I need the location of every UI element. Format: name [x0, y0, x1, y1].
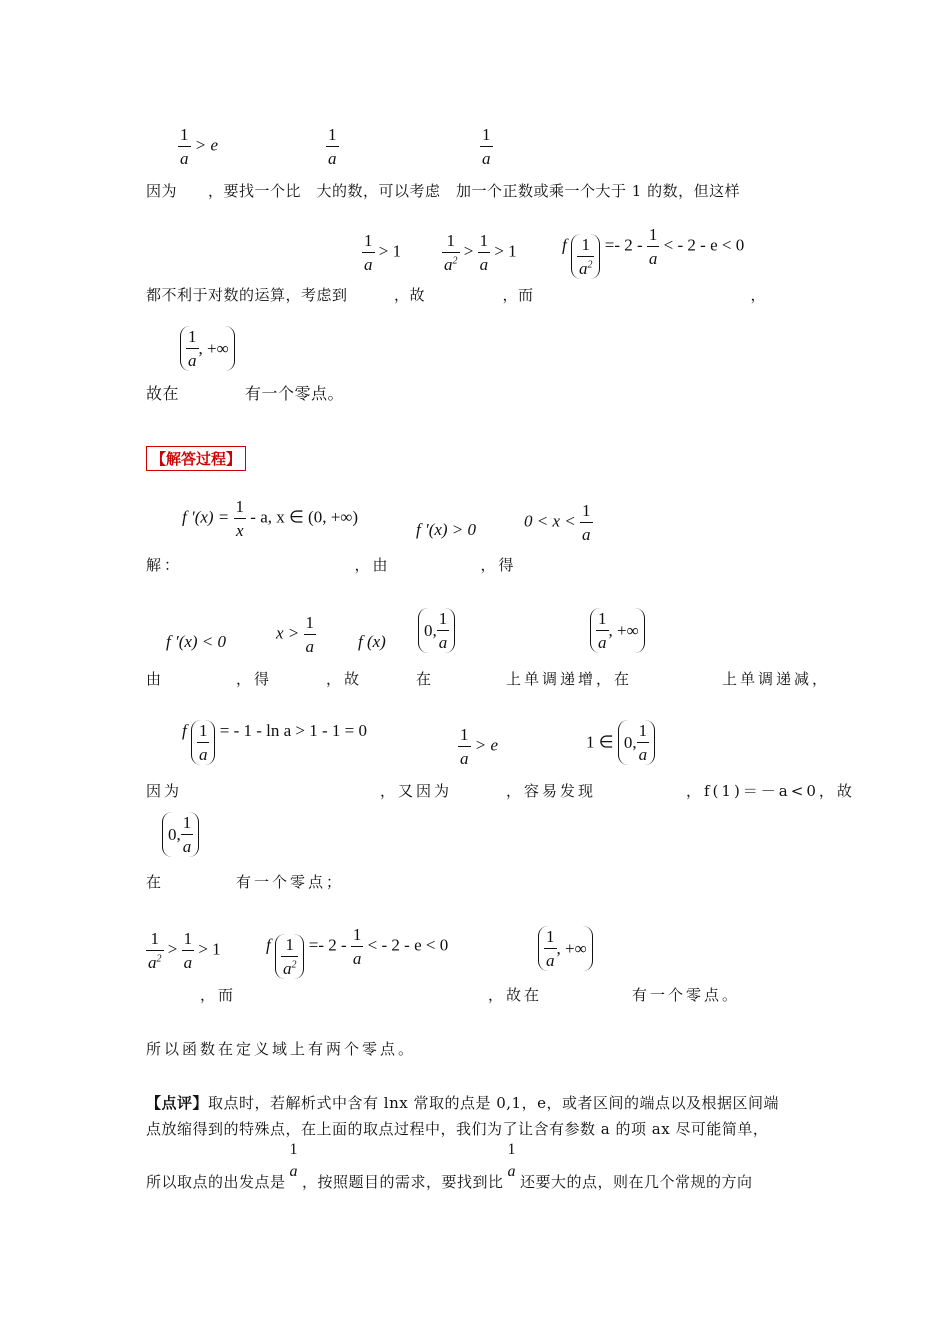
comment-line-3: 所以取点的出发点是 1 a ，按照题目的需求，要找到比 1 a 还要大的点，则在几个常规的方向	[146, 1141, 753, 1191]
math-one-over-a: $\frac{1}{a}$	[328, 125, 337, 168]
math-x-range: 0 < x < $\frac{1}{a}$	[524, 501, 591, 544]
math-interval-one-over-a-inf-3: $\frac{1}{a}$ , +∞	[538, 926, 593, 971]
math-one-over-a-gt-1: $\frac{1}{a}$ > 1	[364, 231, 402, 274]
math-one-over-a-gt-e-2: $\frac{1}{a}$ > e	[460, 725, 499, 768]
intro-line-1: 因为 ，要找一个比 大的数，可以考虑 加一个正数或乘一个大于 1 的数，但这样	[146, 182, 741, 200]
solution-line-3: 因为 ，又因为 ，容易发现 ，f(1)＝－a<0，故	[146, 782, 855, 800]
math-x-gt-one-over-a: x > $\frac{1}{a}$	[276, 613, 315, 656]
section-label-solution: 【解答过程】	[146, 446, 246, 471]
math-f-of-x: f (x)	[358, 632, 386, 651]
comment-line-1: 【点评】取点时，若解析式中含有 lnx 常取的点是 0,1，e，或者区间的端点以及根据区间端	[146, 1094, 779, 1112]
math-chain-inequality: $\frac{1}{a^2}$ > $\frac{1}{a}$ > 1	[444, 231, 517, 274]
solution-line-4: 在 有一个零点；	[146, 873, 345, 891]
math-chain-inequality-2: $\frac{1}{a^2}$ > $\frac{1}{a}$ > 1	[148, 929, 221, 972]
math-one-over-a-gt-e: $\frac{1}{a}$ > e	[180, 125, 219, 168]
math-derivative: f ′(x) = $\frac{1}{x}$ - a, x ∈ (0, +∞)	[182, 497, 359, 540]
math-f-value-at-one-over-a: f $\frac{1}{a}$ = - 1 - ln a > 1 - 1 = 0	[182, 721, 367, 764]
comment-line-2: 点放缩得到的特殊点，在上面的取点过程中，我们为了让含有参数 a 的项 ax 尽可能简单，	[146, 1120, 769, 1138]
intro-line-3: 故在 有一个零点。	[146, 384, 345, 403]
math-interval-zero-one-over-a-2: 0, $\frac{1}{a}$	[162, 812, 199, 857]
math-interval-zero-one-over-a: 0, $\frac{1}{a}$	[418, 608, 455, 653]
math-interval-one-over-a-inf-2: $\frac{1}{a}$ , +∞	[590, 608, 645, 653]
math-f-prime-positive: f ′(x) > 0	[416, 520, 477, 539]
math-f-of-one-over-a-squared: f $\frac{1}{a^2}$ =- 2 - $\frac{1}{a}$ < - 2 - e < 0	[562, 225, 745, 279]
solution-line-1: 解： ，由 ，得	[146, 556, 517, 574]
solution-line-2: 由 ，得 ，故 在 上单调递增，在 上单调递减，	[146, 670, 831, 688]
math-f-prime-negative: f ′(x) < 0	[166, 632, 227, 651]
solution-conclusion: 所以函数在定义域上有两个零点。	[146, 1040, 417, 1058]
math-one-over-a-2: $\frac{1}{a}$	[482, 125, 491, 168]
math-f-of-one-over-a-squared-2: f $\frac{1}{a^2}$ =- 2 - $\frac{1}{a}$ < - 2 - e < 0	[266, 925, 449, 979]
math-interval-one-over-a-inf: $\frac{1}{a}$ , +∞	[180, 326, 235, 371]
intro-line-2: 都不利于对数的运算，考虑到 ，故 ，而 ，	[146, 286, 767, 304]
math-one-in-interval: 1 ∈ 0, $\frac{1}{a}$	[586, 720, 655, 765]
comment-label: 【点评】	[146, 1094, 209, 1112]
solution-line-5: ，而 ，故在 有一个零点。	[146, 986, 741, 1004]
